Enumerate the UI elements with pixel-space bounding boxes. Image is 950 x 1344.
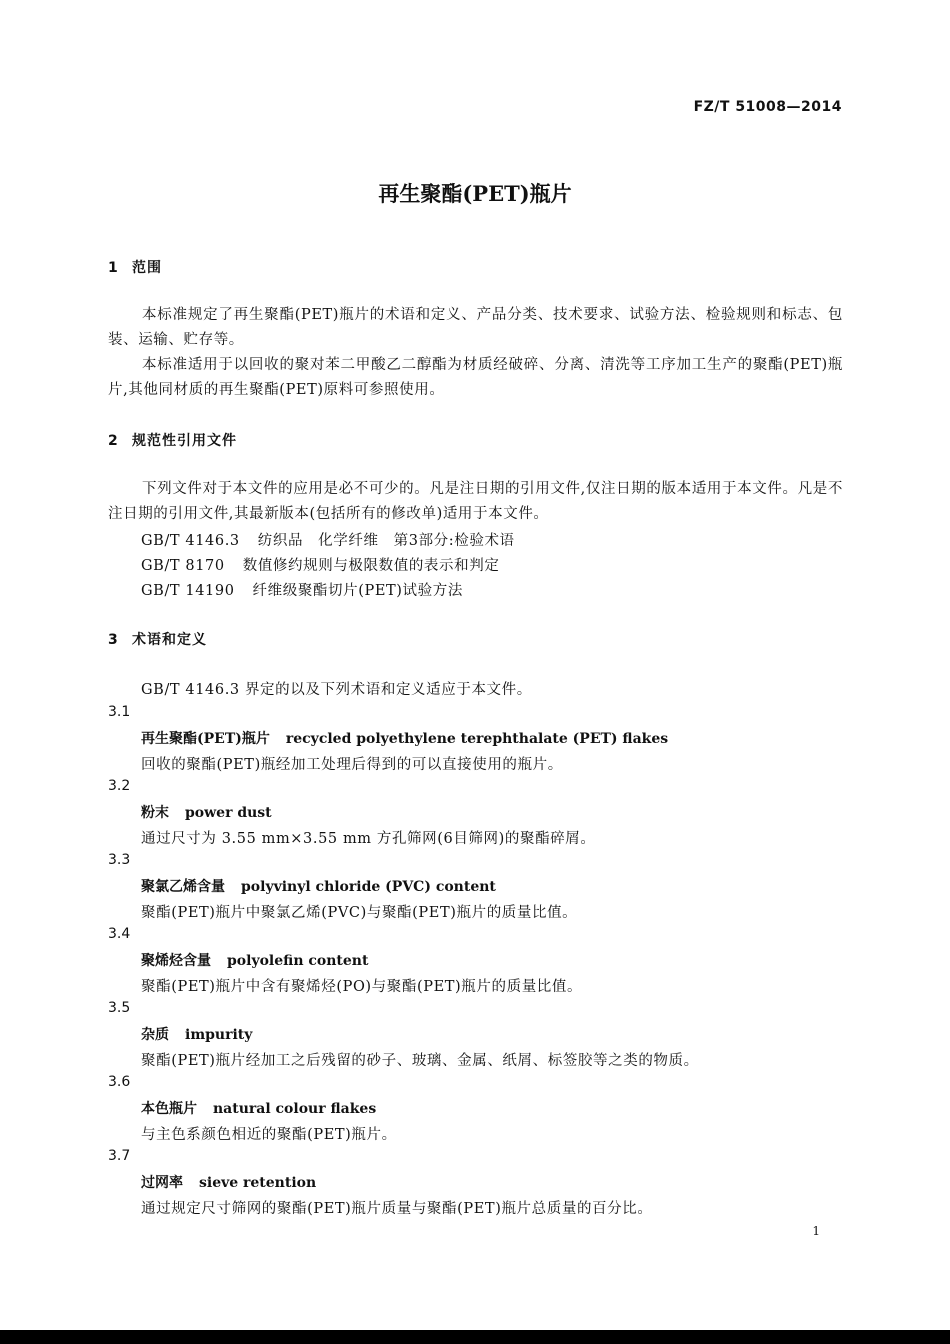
term-number: 3.2 [108,778,131,794]
reference-title: 纺织品 化学纤维 第3部分:检验术语 [257,533,515,549]
page-number: 1 [812,1224,820,1238]
term-english: recycled polyethylene terephthalate (PET) flakes [285,731,669,747]
term-english: impurity [185,1027,253,1043]
document-title: 再生聚酯(PET)瓶片 [378,181,572,206]
term-definition: 通过规定尺寸筛网的聚酯(PET)瓶片质量与聚酯(PET)瓶片总质量的百分比。 [141,1201,653,1217]
term-chinese: 再生聚酯(PET)瓶片 [141,731,270,747]
term-heading [141,1172,316,1192]
reference-title: 数值修约规则与极限数值的表示和判定 [242,558,500,574]
section-number: 3 [108,632,119,648]
section-heading-scope [108,257,162,277]
term-heading [141,1098,376,1118]
term-definition: 通过尺寸为 3.55 mm×3.55 mm 方孔筛网(6目筛网)的聚酯碎屑。 [141,831,596,847]
term-number: 3.5 [108,1000,131,1016]
reference-item [141,554,499,575]
section-heading-normative-references [108,430,237,450]
term-number: 3.1 [108,704,131,720]
reference-item [141,579,463,600]
bottom-border [0,1330,950,1344]
term-english: polyvinyl chloride (PVC) content [241,879,496,895]
term-definition: 聚酯(PET)瓶片中聚氯乙烯(PVC)与聚酯(PET)瓶片的质量比值。 [141,905,578,921]
term-english: natural colour flakes [213,1101,377,1117]
term-definition: 聚酯(PET)瓶片经加工之后残留的砂子、玻璃、金属、纸屑、标签胶等之类的物质。 [141,1053,699,1069]
term-english: sieve retention [199,1175,317,1191]
reference-code: GB/T 8170 [141,558,225,574]
term-number: 3.3 [108,852,131,868]
section-title: 范围 [132,260,162,276]
term-number: 3.7 [108,1148,131,1164]
term-heading [141,802,272,822]
terms-intro: GB/T 4146.3 界定的以及下列术语和定义适应于本文件。 [141,682,532,698]
term-heading [141,728,668,748]
term-english: power dust [185,805,272,821]
term-heading [141,950,368,970]
term-heading [141,1024,252,1044]
scope-paragraph-2: 本标准适用于以回收的聚对苯二甲酸乙二醇酯为材质经破碎、分离、清洗等工序加工生产的聚酯(PET)瓶片,其他同材质的再生聚酯(PET)原料可参照使用。 [108,357,843,398]
term-number: 3.6 [108,1074,131,1090]
reference-code: GB/T 14190 [141,583,235,599]
section-number: 1 [108,260,119,276]
term-definition: 回收的聚酯(PET)瓶经加工处理后得到的可以直接使用的瓶片。 [141,757,563,773]
section-title: 术语和定义 [132,632,207,648]
term-chinese: 杂质 [141,1027,169,1043]
term-chinese: 过网率 [141,1175,183,1191]
references-paragraph: 下列文件对于本文件的应用是必不可少的。凡是注日期的引用文件,仅注日期的版本适用于本文件。凡是不注日期的引用文件,其最新版本(包括所有的修改单)适用于本文件。 [108,481,843,522]
section-heading-terms-definitions [108,629,207,649]
reference-code: GB/T 4146.3 [141,533,240,549]
term-english: polyolefin content [227,953,369,969]
reference-item [141,529,515,550]
term-chinese: 粉末 [141,805,169,821]
scope-paragraph-1: 本标准规定了再生聚酯(PET)瓶片的术语和定义、产品分类、技术要求、试验方法、检验规则和标志、包装、运输、贮存等。 [108,307,843,348]
term-chinese: 聚烯烃含量 [141,953,211,969]
section-title: 规范性引用文件 [132,433,237,449]
section-number: 2 [108,433,119,449]
term-number: 3.4 [108,926,131,942]
standard-code: FZ/T 51008—2014 [693,99,842,115]
term-definition: 与主色系颜色相近的聚酯(PET)瓶片。 [141,1127,397,1143]
term-chinese: 本色瓶片 [141,1101,197,1117]
term-definition: 聚酯(PET)瓶片中含有聚烯烃(PO)与聚酯(PET)瓶片的质量比值。 [141,979,583,995]
reference-title: 纤维级聚酯切片(PET)试验方法 [252,583,463,599]
term-heading [141,876,496,896]
term-chinese: 聚氯乙烯含量 [141,879,225,895]
